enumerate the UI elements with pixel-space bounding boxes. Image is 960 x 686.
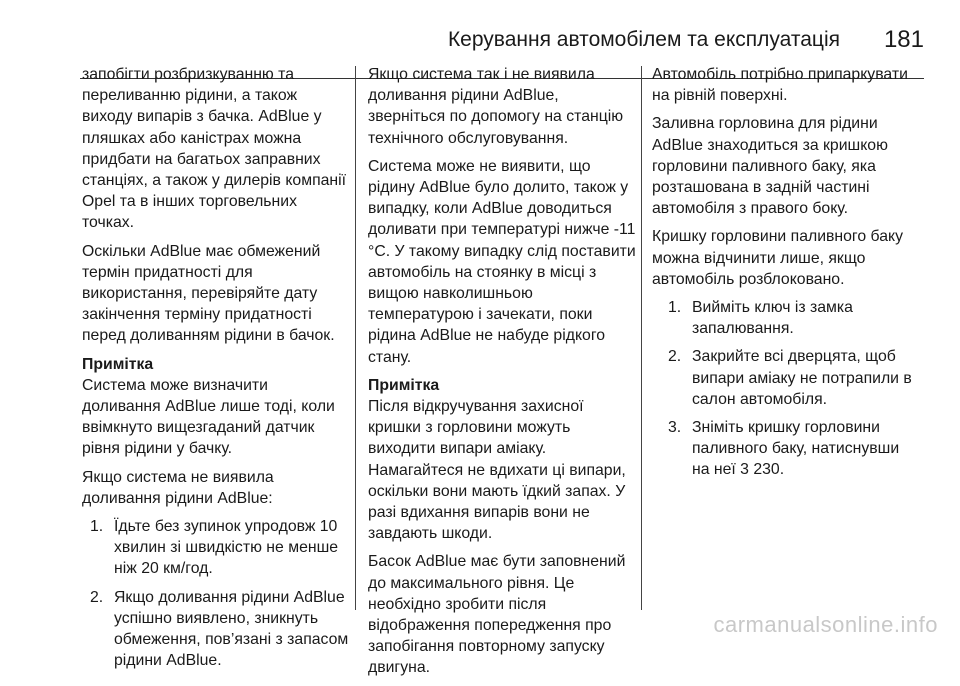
- paragraph: Автомобіль потрібно припаркувати на рівній поверхні.: [652, 66, 908, 105]
- step-number: 1.: [90, 518, 104, 536]
- note-text: Система може визначити доливання AdBlue лише тоді, коли ввімкнуто вищезгаданий датчик рівня рідини у бачку.: [82, 376, 335, 458]
- note-title: Примітка: [368, 376, 440, 394]
- step-number: 2.: [90, 588, 104, 606]
- paragraph: Система може не виявити, що рідину AdBlue було долито, також у випадку, коли AdBlue доводиться доливати при температурі нижче -11 °C. У такому випадку слід поставити автомобіль на стоянку в місці з вищою навколишньою температурою і зачекати, поки рідина AdBlue не набуде рідкого стану.: [368, 157, 636, 366]
- paragraph: Оскільки AdBlue має обмежений термін придатності для використання, перевіряйте дату закінчення терміну придатності перед доливанням рідини в бачок.: [82, 242, 335, 345]
- column-divider-1: [355, 66, 356, 610]
- step-text: Вийміть ключ із замка запалювання.: [692, 299, 853, 338]
- step-number: 3.: [668, 419, 682, 437]
- note: [368, 375, 636, 545]
- note-text: Після відкручування захисної кришки з горловини можуть виходити випари аміаку. Намагайтеся не вдихати ці випари, оскільки вони мають їдкий запах. У разі вдихання випарів вони не завдають шкоди.: [368, 398, 626, 543]
- list-item: [668, 417, 920, 481]
- step-text: Закрийте всі дверцята, щоб випари аміаку не потрапили в салон автомобіля.: [692, 348, 912, 408]
- paragraph: Якщо система не виявила доливання рідини AdBlue:: [82, 468, 274, 507]
- paragraph: Кришку горловини паливного баку можна відчинити лише, якщо автомобіль розблоковано.: [652, 228, 903, 288]
- list-item: [90, 587, 350, 672]
- column-1: [82, 64, 350, 678]
- list-item: [90, 516, 350, 580]
- list-item: [668, 297, 920, 339]
- step-text: Зніміть кришку горловини паливного баку, натиснувши на неї 3 230.: [692, 419, 900, 479]
- note: [82, 354, 350, 460]
- paragraph: Басок AdBlue має бути заповнений до максимального рівня. Це необхідно зробити після відображення попередження про запобігання повторному запуску двигуна.: [368, 553, 626, 677]
- page-title: Керування автомобілем та експлуатація: [447, 28, 840, 51]
- step-text: Їдьте без зупинок упродовж 10 хвилин зі швидкістю не менше ніж 20 км/год.: [114, 518, 339, 578]
- step-number: 1.: [668, 299, 682, 317]
- note-title: Примітка: [82, 355, 154, 373]
- column-divider-2: [641, 66, 642, 610]
- page-number: 181: [883, 26, 924, 53]
- step-list: [652, 297, 920, 481]
- column-2: [368, 64, 636, 686]
- paragraph: Якщо система так і не виявила доливання рідини AdBlue, зверніться по допомогу на станцію технічного обслуговування.: [368, 66, 624, 147]
- list-item: [668, 346, 920, 410]
- step-number: 2.: [668, 348, 682, 366]
- step-text: Якщо доливання рідини AdBlue успішно виявлено, зникнуть обмеження, пов’язані з запасом рідини AdBlue.: [114, 588, 349, 670]
- paragraph: Заливна горловина для рідини AdBlue знаходиться за кришкою горловини паливного баку, яка розташована в задній частині автомобіля з правого боку.: [652, 115, 888, 218]
- watermark: carmanualsonline.info: [713, 612, 938, 637]
- page-header: [0, 22, 960, 62]
- paragraph: запобігти розбризкуванню та переливанню рідини, а також виходу випарів з бачка. AdBlue у пляшках або каністрах можна придбати на багатьох заправних станціях, а також у дилерів компанії Opel та в інших торговельних точках.: [82, 66, 347, 232]
- column-3: [652, 64, 920, 488]
- step-list: [82, 516, 350, 671]
